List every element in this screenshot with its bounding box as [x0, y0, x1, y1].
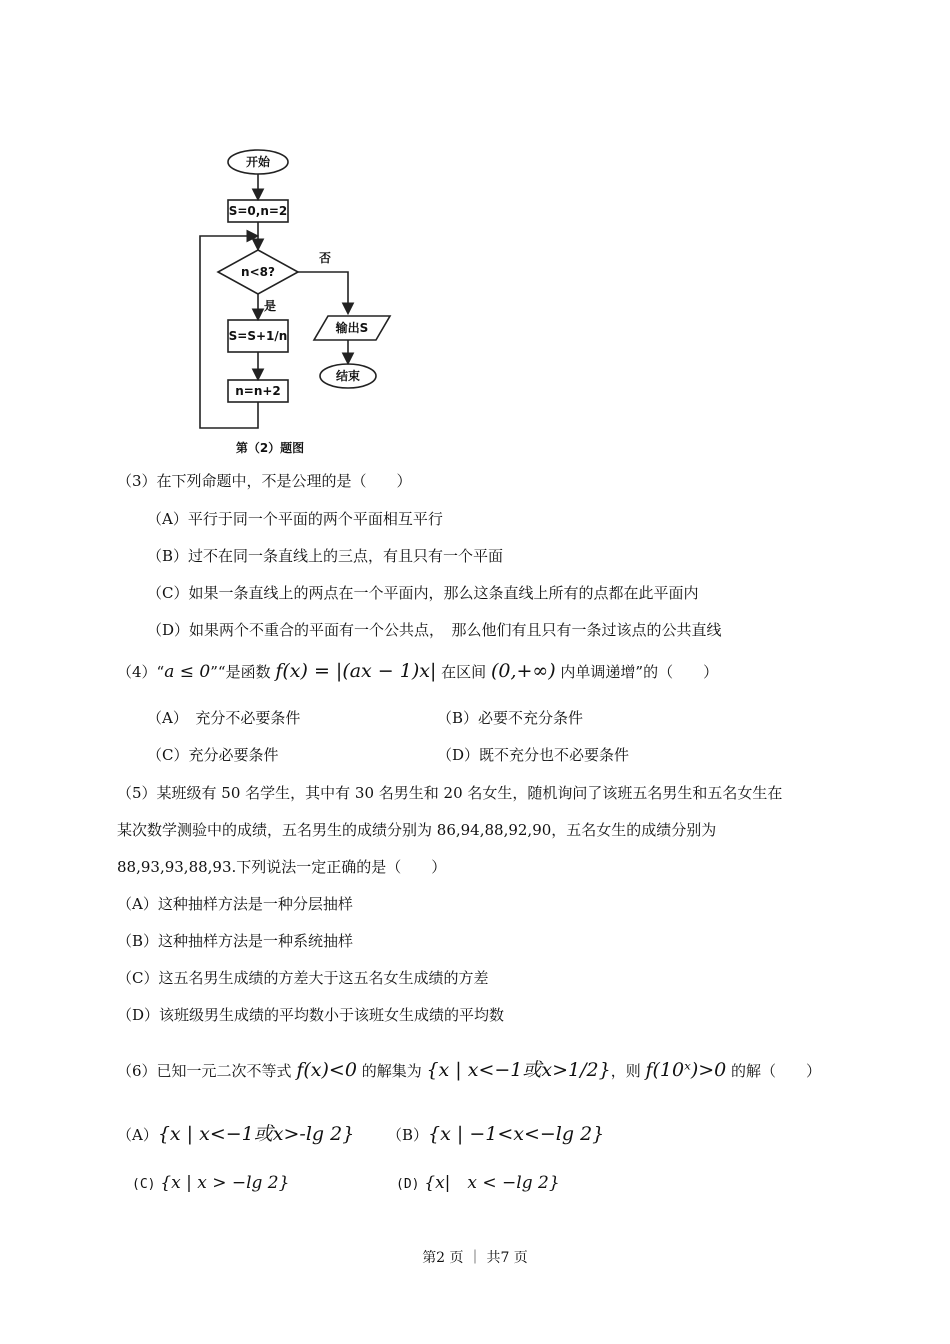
- q4-text-end: 内单调递增”的（ ）: [555, 663, 719, 681]
- q4-stem: [0, 661, 950, 682]
- q4-options-row2: [0, 745, 950, 765]
- flow-increment: n=n+2: [235, 384, 281, 398]
- q6-option-d-label: (D): [396, 1177, 420, 1192]
- q6-inequality2: f(10ˣ)>0: [645, 1059, 727, 1081]
- q6-option-d-wrap: [396, 1173, 560, 1195]
- q3-option-c: （C）如果一条直线上的两点在一个平面内，那么这条直线上所有的点都在此平面内: [147, 584, 699, 602]
- q6-option-c-label: (C): [132, 1177, 156, 1192]
- flow-caption: 第（2）题图: [235, 441, 305, 455]
- q6-option-b-label: （B）: [387, 1126, 429, 1144]
- flow-yes-label: 是: [263, 299, 277, 313]
- q6-text-mid: 的解集为: [356, 1062, 427, 1080]
- q4-option-a: （A） 充分不必要条件: [147, 709, 301, 727]
- q4-interval: (0,+∞): [490, 660, 556, 682]
- q6-options-row1: [0, 1124, 950, 1145]
- q6-option-a-label: （A）: [117, 1126, 158, 1144]
- q4-number: （4）: [117, 663, 157, 681]
- flow-init: S=0,n=2: [228, 204, 288, 218]
- q4-option-c: （C）充分必要条件: [147, 746, 279, 764]
- q6-options-row2: [0, 1173, 950, 1195]
- q4-options-row1: [0, 708, 950, 728]
- q5-stem-line2: 某次数学测验中的成绩，五名男生的成绩分别为 86,94,88,92,90，五名女生的成绩分别为: [117, 821, 717, 839]
- flowchart: [180, 140, 420, 460]
- q3-option-b: （B）过不在同一条直线上的三点，有且只有一个平面: [147, 547, 504, 565]
- flow-output: 输出S: [335, 321, 369, 335]
- q6-text-pre: （6）已知一元二次不等式: [117, 1062, 297, 1080]
- q6-option-b: {x | −1<x<−lg 2}: [428, 1123, 605, 1145]
- flow-decision: n<8?: [241, 265, 275, 279]
- q4-option-b: （B）必要不充分条件: [437, 709, 584, 727]
- q5-option-d: （D）该班级男生成绩的平均数小于该班女生成绩的平均数: [117, 1006, 505, 1024]
- q6-stem: [0, 1060, 950, 1081]
- q6-inequality: f(x)<0: [296, 1059, 357, 1081]
- q4-text-mid: ”“是函数: [210, 663, 276, 681]
- q3-stem: （3）在下列命题中，不是公理的是（ ）: [117, 472, 412, 490]
- q3-option-d: （D）如果两个不重合的平面有一个公共点， 那么他们有且只有一条过该点的公共直线: [147, 621, 722, 639]
- q6-option-d: {x| x < −lg 2}: [424, 1173, 560, 1193]
- q6-option-c: {x | x > −lg 2}: [160, 1173, 290, 1193]
- q5-option-a: （A）这种抽样方法是一种分层抽样: [117, 895, 353, 913]
- flow-process: S=S+1/n: [228, 329, 288, 343]
- q4-condition: a ≤ 0: [164, 662, 211, 682]
- flow-end: 结束: [335, 369, 361, 383]
- q6-text-mid2: ，则: [610, 1062, 646, 1080]
- q6-text-end: 的解（ ）: [726, 1062, 822, 1080]
- q5-stem-line3: 88,93,93,88,93.下列说法一定正确的是（ ）: [117, 858, 447, 876]
- page-footer: 第2 页 ｜ 共7 页: [422, 1250, 528, 1266]
- q5-option-b: （B）这种抽样方法是一种系统抽样: [117, 932, 354, 950]
- flow-start: 开始: [245, 155, 271, 169]
- q4-option-d: （D）既不充分也不必要条件: [437, 746, 630, 764]
- q4-text-mid2: 在区间: [436, 663, 491, 681]
- q4-quote-open: “: [156, 663, 165, 681]
- flow-no-label: 否: [318, 251, 332, 265]
- q5-stem-line1: （5）某班级有 50 名学生，其中有 30 名男生和 20 名女生，随机询问了该班五名男生和五名女生在: [117, 784, 783, 802]
- q6-option-b-wrap: [387, 1124, 604, 1145]
- q6-solution-set: {x | x<−1或x>1/2}: [426, 1059, 611, 1081]
- q4-function: f(x) = |(ax − 1)x|: [275, 660, 437, 682]
- q6-option-a: {x | x<−1或x>-lg 2}: [157, 1123, 355, 1145]
- q3-option-a: （A）平行于同一个平面的两个平面相互平行: [147, 510, 443, 528]
- q5-option-c: （C）这五名男生成绩的方差大于这五名女生成绩的方差: [117, 969, 489, 987]
